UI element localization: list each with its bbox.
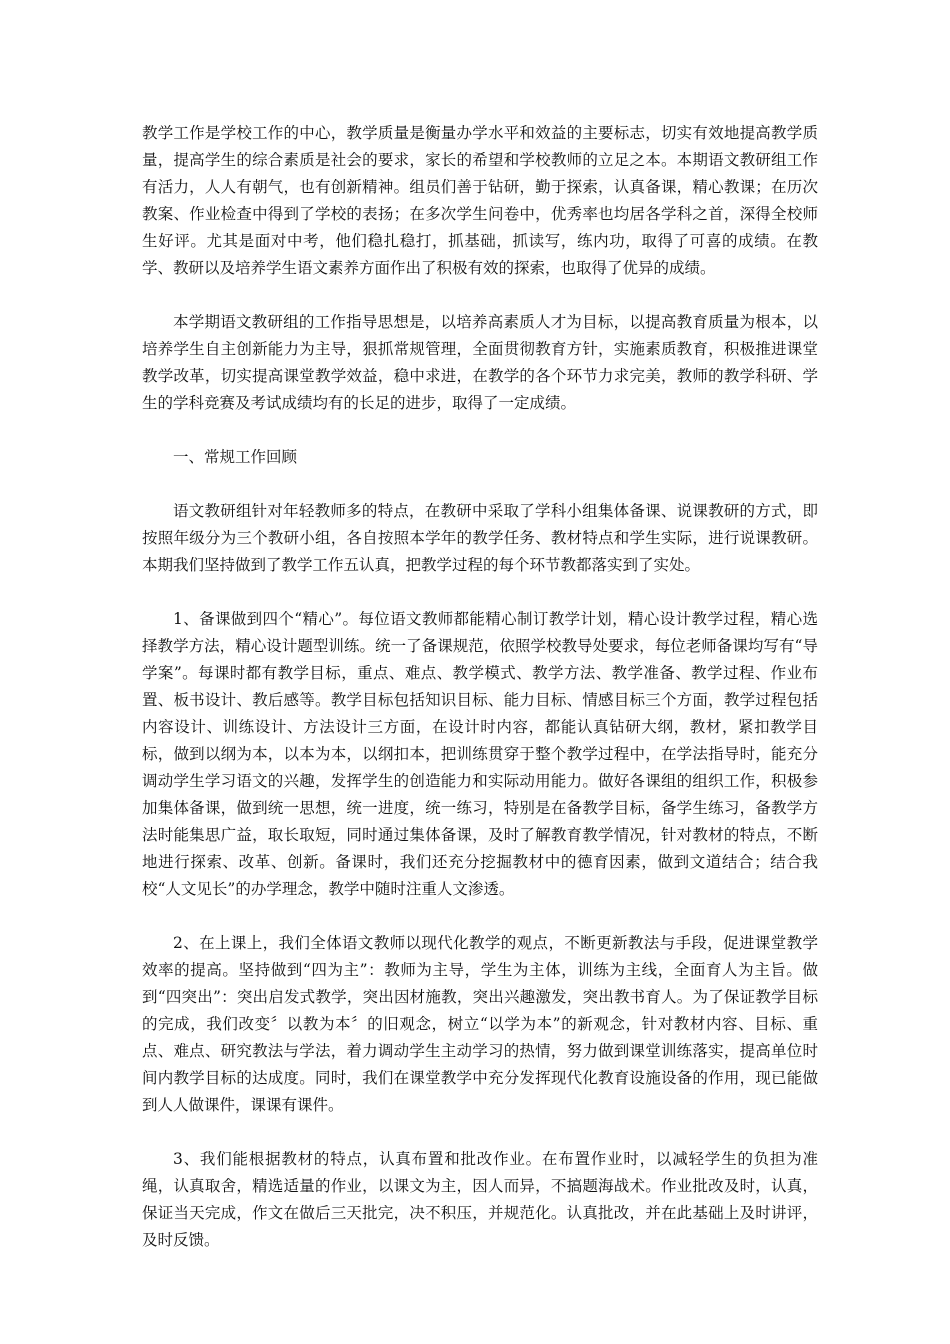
section-heading: 一、常规工作回顾	[173, 448, 298, 466]
document-page	[142, 120, 818, 1281]
homework-paragraph: 3、我们能根据教材的特点，认真布置和批改作业。在布置作业时，以减轻学生的负担为准绳，认真取舍，精选适量的作业，以课文为主，因人而异，不搞题海战术。作业批改及时，认真，保证当天完成，作文在做后三天批完，决不积压，并规范化。认真批改，并在此基础上及时讲评，及时反馈。	[142, 1150, 818, 1249]
teaching-research-paragraph: 语文教研组针对年轻教师多的特点，在教研中采取了学科小组集体备课、说课教研的方式，即按照年级分为三个教研小组，各自按照本学年的教学任务、教材特点和学生实际，进行说课教研。本期我们坚持做到了教学工作五认真，把教学过程的每个环节教都落实到了实处。	[142, 502, 818, 574]
classroom-teaching-paragraph: 2、在上课上，我们全体语文教师以现代化教学的观点，不断更新教法与手段，促进课堂教学效率的提高。坚持做到“四为主”：教师为主导，学生为主体，训练为主线，全面育人为主旨。做到“四突出”：突出启发式教学，突出因材施教，突出兴趣激发，突出教书育人。为了保证教学目标的完成，我们改变〞以教为本〞的旧观念，树立“以学为本”的新观念，针对教材内容、目标、重点、难点、研究教法与学法，着力调动学生主动学习的热情，努力做到课堂训练落实，提高单位时间内教学目标的达成度。同时，我们在课堂教学中充分发挥现代化教育设施设备的作用，现已能做到人人做课件，课课有课件。	[142, 934, 818, 1114]
intro-paragraph: 教学工作是学校工作的中心，教学质量是衡量办学水平和效益的主要标志，切实有效地提高教学质量，提高学生的综合素质是社会的要求，家长的希望和学校教师的立足之本。本期语文教研组工作有活力，人人有朝气，也有创新精神。组员们善于钻研，勤于探索，认真备课，精心教课；在历次教案、作业检查中得到了学校的表扬；在多次学生问卷中，优秀率也均居各学科之首，深得全校师生好评。尤其是面对中考，他们稳扎稳打，抓基础，抓读写，练内功，取得了可喜的成绩。在教学、教研以及培养学生语文素养方面作出了积极有效的探索，也取得了优异的成绩。	[142, 124, 818, 277]
guiding-thought-paragraph: 本学期语文教研组的工作指导思想是，以培养高素质人才为目标，以提高教育质量为根本，以培养学生自主创新能力为主导，狠抓常规管理，全面贯彻教育方针，实施素质教育，积极推进课堂教学改革，切实提高课堂教学效益，稳中求进，在教学的各个环节力求完美，教师的教学科研、学生的学科竞赛及考试成绩均有的长足的进步，取得了一定成绩。	[142, 313, 818, 412]
lesson-preparation-paragraph: 1、备课做到四个“精心”。每位语文教师都能精心制订教学计划，精心设计教学过程，精心选择教学方法，精心设计题型训练。统一了备课规范，依照学校教导处要求，每位老师备课均写有“导学案”。每课时都有教学目标，重点、难点、教学模式、教学方法、教学准备、教学过程、作业布置、板书设计、教后感等。教学目标包括知识目标、能力目标、情感目标三个方面，教学过程包括内容设计、训练设计、方法设计三方面，在设计时内容，都能认真钻研大纲，教材，紧扣教学目标，做到以纲为本，以本为本，以纲扣本，把训练贯穿于整个教学过程中，在学法指导时，能充分调动学生学习语文的兴趣，发挥学生的创造能力和实际动用能力。做好各课组的组织工作，积极参加集体备课，做到统一思想，统一进度，统一练习，特别是在备教学目标，备学生练习，备教学方法时能集思广益，取长取短，同时通过集体备课，及时了解教育教学情况，针对教材的特点，不断地进行探索、改革、创新。备课时，我们还充分挖掘教材中的德育因素，做到文道结合；结合我校“人文见长”的办学理念，教学中随时注重人文渗透。	[142, 610, 818, 898]
